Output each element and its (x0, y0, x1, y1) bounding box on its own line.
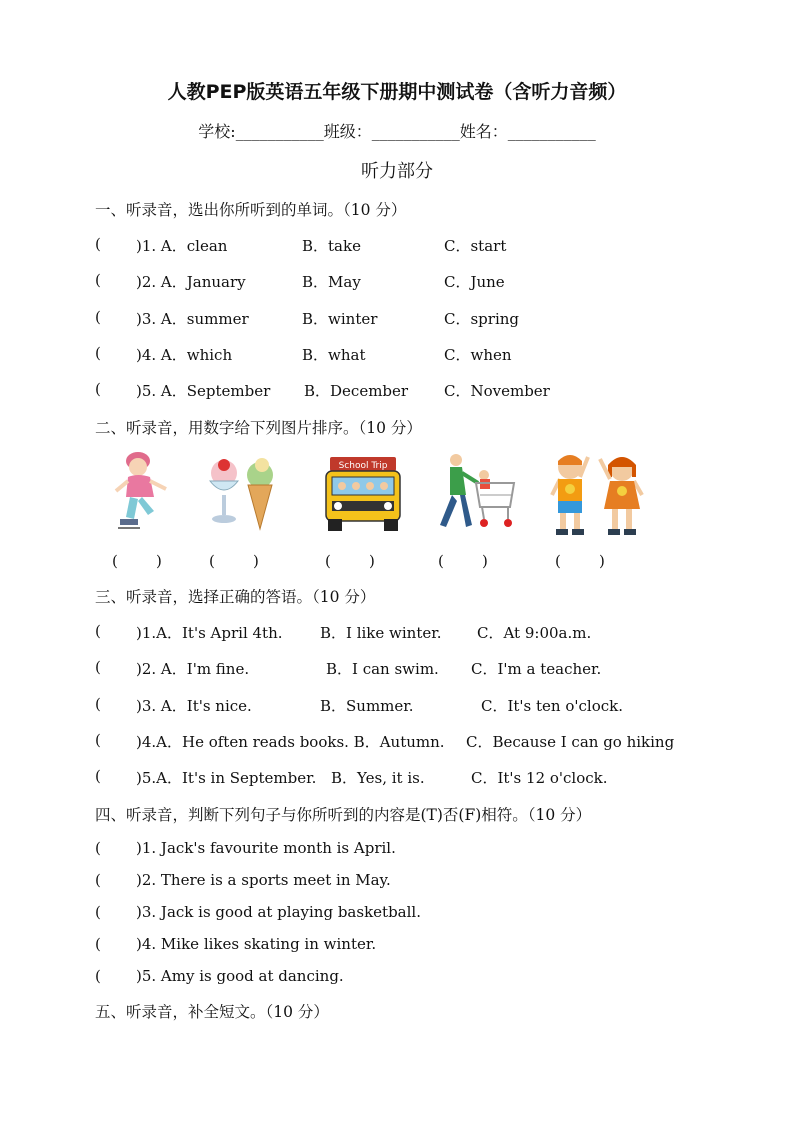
option-a: )3. A．It's nice. (136, 697, 252, 715)
option-c: C．It's 12 o'clock. (471, 769, 608, 787)
option-b: B．I like winter. (320, 624, 442, 642)
option-c: C．At 9:00a.m. (477, 624, 592, 642)
option-c: C．when (444, 346, 512, 364)
option-a: )3. A．summer (136, 310, 249, 328)
answer-paren: ( (95, 903, 101, 921)
option-b: B．Yes, it is. (331, 769, 425, 787)
option-c: C．I'm a teacher. (471, 660, 602, 678)
ordering-blank[interactable]: ( ) (438, 552, 488, 570)
bus-sign-text: School Trip (338, 461, 388, 471)
answer-paren: ( (95, 658, 101, 676)
option-a: )4.A．He often reads books. B．Autumn. (136, 733, 445, 751)
answer-paren: ( (95, 271, 101, 289)
answer-paren: ( (95, 622, 101, 640)
ordering-blank[interactable]: ( ) (555, 552, 605, 570)
ordering-blank[interactable]: ( ) (112, 552, 162, 570)
statement: )5. Amy is good at dancing. (136, 967, 344, 985)
option-a: )5.A．It's in September. (136, 769, 317, 787)
option-a: )5. A．September (136, 382, 271, 400)
option-c: C．start (444, 237, 507, 255)
option-b: B．take (302, 237, 361, 255)
answer-paren: ( (95, 967, 101, 985)
option-c: C．Because I can go hiking (466, 733, 675, 751)
answer-paren: ( (95, 308, 101, 326)
listening-section-title: 听力部分 (361, 161, 433, 182)
student-info-line: 学校:___________班级：___________姓名：___________ (198, 122, 596, 141)
option-b: B．December (304, 382, 409, 400)
statement: )1. Jack's favourite month is April. (136, 839, 396, 857)
option-a: )1.A．It's April 4th. (136, 624, 283, 642)
answer-paren: ( (95, 935, 101, 953)
option-c: C．It's ten o'clock. (481, 697, 623, 715)
option-a: )4. A．which (136, 346, 233, 364)
answer-paren: ( (95, 767, 101, 785)
option-b: B．May (302, 273, 361, 291)
ice-cream-image (202, 451, 282, 539)
school-trip-bus-image (322, 451, 404, 539)
answer-paren: ( (95, 695, 101, 713)
answer-paren: ( (95, 731, 101, 749)
option-c: C．spring (444, 310, 520, 328)
ordering-blank[interactable]: ( ) (209, 552, 259, 570)
option-b: B．I can swim. (326, 660, 439, 678)
statement: )4. Mike likes skating in winter. (136, 935, 377, 953)
option-a: )2. A．January (136, 273, 246, 291)
option-a: )2. A．I'm fine. (136, 660, 250, 678)
page-title: 人教PEP版英语五年级下册期中测试卷（含听力音频） (167, 81, 627, 103)
answer-paren: ( (95, 344, 101, 362)
shopping-cart-image (426, 451, 520, 539)
option-c: C．November (444, 382, 550, 400)
ordering-blank[interactable]: ( ) (325, 552, 375, 570)
option-b: B．what (302, 346, 366, 364)
statement: )2. There is a sports meet in May. (136, 871, 391, 889)
statement: )3. Jack is good at playing basketball. (136, 903, 421, 921)
part3-heading: 三、听录音，选择正确的答语。（10 分） (95, 588, 376, 606)
answer-paren: ( (95, 235, 101, 253)
option-b: B．winter (302, 310, 378, 328)
skating-girl-image (108, 451, 172, 539)
answer-paren: ( (95, 380, 101, 398)
answer-paren: ( (95, 871, 101, 889)
answer-paren: ( (95, 839, 101, 857)
exercising-kids-image (544, 451, 650, 541)
part4-heading: 四、听录音，判断下列句子与你所听到的内容是(T)否(F)相符。（10 分） (95, 806, 592, 824)
option-b: B．Summer. (320, 697, 414, 715)
part2-heading: 二、听录音，用数字给下列图片排序。（10 分） (95, 419, 422, 437)
option-c: C．June (444, 273, 505, 291)
part1-heading: 一、听录音，选出你所听到的单词。（10 分） (95, 201, 407, 219)
part5-heading: 五、听录音，补全短文。（10 分） (95, 1003, 329, 1021)
option-a: )1. A．clean (136, 237, 228, 255)
